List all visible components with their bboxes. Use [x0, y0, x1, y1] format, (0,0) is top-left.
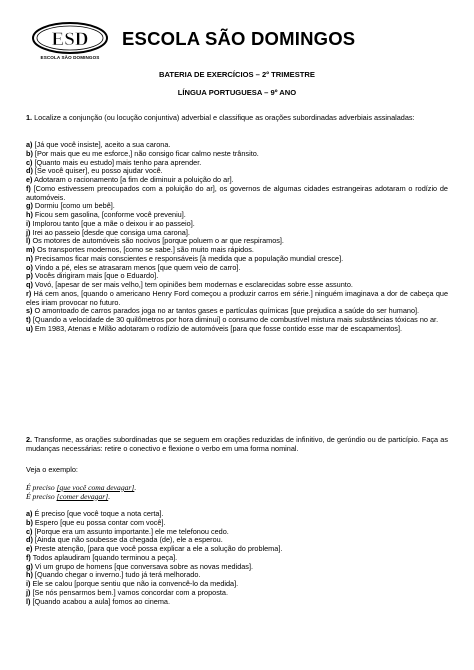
q2-instruction-text: Transforme, as orações subordinadas que se seguem em orações reduzidas de infinitivo, de gerúndio ou de particípio. Faça as mudanças necessárias: retire o conectivo e flexione o verbo em uma forma nominal.	[26, 435, 448, 453]
list-item	[26, 185, 448, 203]
item-letter: f)	[26, 552, 31, 562]
example-2-clause: [comer devagar]	[56, 491, 109, 501]
q2-instruction	[26, 436, 448, 454]
list-item	[26, 290, 448, 308]
item-letter: a)	[26, 509, 33, 518]
item-letter: c)	[26, 157, 33, 167]
item-letter: j)	[26, 227, 31, 237]
exam-title: BATERIA DE EXERCÍCIOS – 2º TRIMESTRE	[159, 70, 315, 79]
q1-instruction-text: Localize a conjunção (ou locução conjuntiva) adverbial e classifique as orações subordinadas adverbiais assinaladas:	[34, 113, 415, 122]
item-text: Vi um grupo de homens [que conversava sobre as novas medidas].	[34, 561, 254, 571]
item-text: [Quanto mais eu estudo] mais tenho para aprender.	[34, 157, 202, 167]
item-text: É preciso [que você toque a nota certa].	[34, 509, 164, 518]
item-letter: p)	[26, 271, 33, 281]
item-text: [Quando a velocidade de 30 quilômetros por hora diminui] o consumo de combustível mistura mais substâncias tóxicas no ar.	[32, 315, 439, 324]
item-letter: d)	[26, 166, 33, 176]
item-letter: u)	[26, 323, 33, 333]
logo-ellipse-icon	[30, 20, 110, 56]
item-text: Implorou tanto [que a mãe o deixou ir ao passeio].	[32, 218, 195, 228]
item-text: [Por mais que eu me esforce,] não consigo ficar calmo neste trânsito.	[34, 148, 259, 158]
item-letter: o)	[26, 262, 33, 272]
item-letter: l)	[26, 236, 31, 246]
item-letter: t)	[26, 315, 31, 324]
item-letter: s)	[26, 306, 33, 316]
item-letter: b)	[26, 148, 33, 158]
item-text: Os motores de automóveis são nocivos [porque poluem o ar que respiramos].	[32, 236, 284, 246]
logo-text: ESD	[51, 29, 89, 50]
item-text: Ficou sem gasolina, [conforme você preveniu].	[34, 210, 186, 219]
q2-example-label: Veja o exemplo:	[26, 465, 78, 474]
q1-items-list	[26, 141, 448, 334]
item-letter: i)	[26, 579, 31, 588]
item-letter: m)	[26, 245, 35, 254]
item-text: [Quando acabou a aula] fomos ao cinema.	[32, 596, 171, 606]
item-text: Espero [que eu possa contar com você].	[34, 517, 166, 527]
item-text: Há cem anos, [quando o americano Henry Ford começou a produzir carros em série.] ninguém imaginava a dor de cabeça que eles iriam provocar no futuro.	[26, 288, 448, 307]
item-text: [Porque era um assunto importante.] ele me telefonou cedo.	[34, 526, 229, 536]
item-text: O amontoado de carros parados joga no ar tantos gases e partículas químicas [que prejudica a saúde do ser humano].	[34, 306, 420, 316]
item-text: Ele se calou [porque sentiu que não ia convencê-lo da medida].	[32, 579, 239, 588]
item-text: Vocês dirigiram mais [que o Eduardo].	[34, 271, 159, 281]
item-text: Em 1983, Atenas e Milão adotaram o rodízio de automóveis [para que fosse contido esse mar de escapamentos].	[34, 323, 403, 333]
item-letter: d)	[26, 535, 33, 545]
q2-number: 2.	[26, 435, 33, 444]
item-letter: b)	[26, 517, 33, 527]
item-text: Vovó, [apesar de ser mais velho,] tem opiniões bem modernas e esclarecidas sobre esse assunto.	[34, 280, 353, 289]
item-letter: g)	[26, 201, 33, 211]
q1-number: 1.	[26, 113, 33, 122]
item-text: Preste atenção, [para que você possa explicar a ele a solução do problema].	[34, 544, 283, 553]
list-item	[26, 325, 448, 334]
item-text: Precisamos ficar mais conscientes e responsáveis [à medida que a população mundial cresce].	[34, 253, 344, 263]
example-1-suffix: .	[134, 483, 137, 492]
item-text: Dormiu [como um bebê].	[34, 201, 115, 211]
item-letter: i)	[26, 218, 31, 228]
item-letter: n)	[26, 253, 33, 263]
item-text: [Já que você insiste], aceito a sua carona.	[34, 140, 171, 149]
example-1-prefix: É preciso	[26, 483, 57, 492]
subject-title: LÍNGUA PORTUGUESA – 9º ANO	[177, 88, 297, 97]
list-item	[26, 598, 448, 607]
example-2-suffix: .	[108, 491, 111, 501]
item-text: [Se nós pensarmos bem.] vamos concordar com a proposta.	[32, 587, 228, 597]
q1-instruction	[26, 114, 448, 123]
item-letter: l)	[26, 596, 31, 606]
item-letter: c)	[26, 526, 33, 536]
q2-items-list	[26, 510, 448, 606]
item-letter: g)	[26, 561, 33, 571]
item-text: [Quando chegar o inverno.] tudo já terá melhorado.	[34, 570, 201, 580]
item-letter: h)	[26, 570, 33, 580]
item-text: Todos aplaudiram [quando terminou a peça].	[32, 552, 178, 562]
item-text: Os transportes modernos, [como se sabe.] são muito mais rápidos.	[36, 245, 254, 254]
item-letter: r)	[26, 288, 32, 298]
item-letter: a)	[26, 140, 33, 149]
item-letter: j)	[26, 587, 31, 597]
school-title: ESCOLA SÃO DOMINGOS	[122, 28, 356, 49]
item-text: Vindo a pé, eles se atrasaram menos [que quem veio de carro].	[34, 262, 241, 272]
item-letter: e)	[26, 544, 33, 553]
item-text: Adotaram o racionamento [a fim de diminuir a poluição do ar].	[34, 175, 234, 184]
item-letter: h)	[26, 210, 33, 219]
q2-example	[26, 484, 448, 502]
item-text: Irei ao passeio [desde que consiga uma carona].	[32, 227, 190, 237]
item-letter: q)	[26, 280, 33, 289]
item-letter: e)	[26, 175, 33, 184]
item-text: [Como estivessem preocupados com a poluição do ar], os governos de algumas cidades estrangeiras adotaram o rodízio de automóveis.	[26, 183, 448, 202]
item-letter: f)	[26, 183, 31, 193]
logo-caption: ESCOLA SÃO DOMINGOS	[40, 55, 100, 60]
item-text: [Se você quiser], eu posso ajudar você.	[34, 166, 163, 176]
example-1-clause: [que você coma devagar]	[56, 483, 135, 492]
example-line-2	[26, 493, 448, 502]
example-2-prefix: É preciso	[26, 491, 57, 501]
item-text: [Ainda que não soubesse da chegada (de), ele a esperou.	[34, 535, 223, 545]
